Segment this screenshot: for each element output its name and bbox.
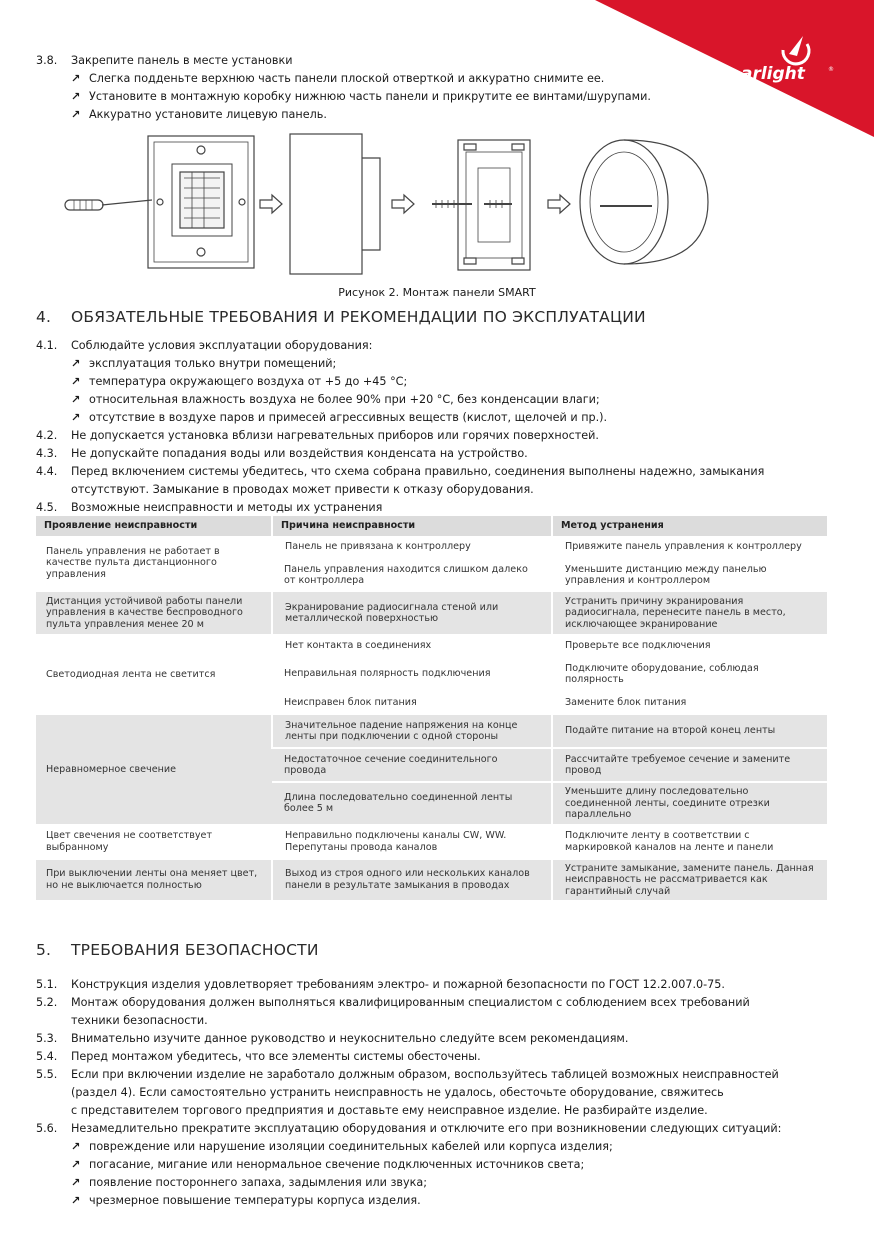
item-text: Соблюдайте условия эксплуатации оборудования: [71, 339, 373, 352]
logo-text: arlight [741, 64, 805, 84]
bullet-item: ↗ эксплуатация только внутри помещений; [71, 355, 336, 373]
fix-cell: Замените блок питания [552, 692, 827, 714]
item-text: Если при включении изделие не заработало должным образом, воспользуйтесь таблицей возможных неисправностей [71, 1068, 779, 1081]
column-header: Проявление неисправности [36, 516, 272, 536]
cause-cell: Нет контакта в соединениях [272, 635, 552, 656]
cause-cell: Длина последовательно соединенной ленты более 5 м [272, 782, 552, 825]
cause-cell: Недостаточное сечение соединительного провода [272, 748, 552, 782]
fix-cell: Рассчитайте требуемое сечение и замените провод [552, 748, 827, 782]
mounting-frame-icon [432, 140, 530, 270]
item-text-continued: отсутствуют. Замыкание в проводах может привести к отказу оборудования. [71, 483, 534, 496]
section-5-number: 5. [36, 941, 52, 959]
arrow-bullet-icon: ↗ [71, 90, 81, 103]
fix-cell: Подключите ленту в соответствии с маркировкой каналов на ленте и панели [552, 825, 827, 859]
section-3-8-number: 3.8. [36, 54, 58, 67]
bullet-item: ↗ Аккуратно установите лицевую панель. [71, 106, 327, 124]
arrow-bullet-icon: ↗ [71, 108, 81, 121]
mounting-box-icon [580, 140, 708, 264]
table-row [36, 591, 827, 635]
item-text: Перед монтажом убедитесь, что все элементы системы обесточены. [71, 1050, 481, 1063]
fix-cell: Привяжите панель управления к контроллеру [552, 536, 827, 559]
symptom-cell: Панель управления не работает в качестве пульта дистанционного управления [36, 536, 272, 591]
fix-cell: Проверьте все подключения [552, 635, 827, 656]
item-number: 5.6. [36, 1122, 58, 1135]
arrow-bullet-icon: ↗ [71, 393, 81, 406]
item-text: Конструкция изделия удовлетворяет требованиям электро- и пожарной безопасности по ГОСТ 12.2.007.0-75. [71, 978, 725, 991]
item-text: Не допускается установка вблизи нагревательных приборов или горячих поверхностей. [71, 429, 599, 442]
cause-cell: Панель управления находится слишком далеко от контроллера [272, 559, 552, 591]
arrow-right-icon [260, 195, 282, 213]
item-number: 5.5. [36, 1068, 58, 1081]
fix-cell: Устранить причину экранирования радиосигнала, перенесите панель в место, исключающее экранирование [552, 591, 827, 635]
troubleshooting-table [36, 516, 827, 902]
item-text: Возможные неисправности и методы их устранения [71, 501, 383, 514]
arrow-bullet-icon: ↗ [71, 1176, 81, 1189]
item-number: 5.3. [36, 1032, 58, 1045]
item-number: 4.4. [36, 465, 58, 478]
section-3-8-title: Закрепите панель в месте установки [71, 54, 293, 67]
item-number: 4.2. [36, 429, 58, 442]
fix-cell: Подключите оборудование, соблюдая полярность [552, 656, 827, 692]
fix-cell: Устраните замыкание, замените панель. Данная неисправность не рассматривается как гарантийный случай [552, 859, 827, 902]
fix-cell: Уменьшите дистанцию между панелью управления и контроллером [552, 559, 827, 591]
cause-cell: Неправильная полярность подключения [272, 656, 552, 692]
bullet-item: ↗ чрезмерное повышение температуры корпуса изделия. [71, 1192, 421, 1210]
bullet-item: ↗ появление постороннего запаха, задымления или звука; [71, 1174, 427, 1192]
arrow-bullet-icon: ↗ [71, 375, 81, 388]
item-text-continued: (раздел 4). Если самостоятельно устранить неисправность не удалось, обесточьте оборудование, свяжитесь [71, 1086, 724, 1099]
item-number: 4.5. [36, 501, 58, 514]
item-number: 5.4. [36, 1050, 58, 1063]
symptom-cell: Неравномерное свечение [36, 714, 272, 825]
installation-illustration [60, 130, 740, 280]
arrow-bullet-icon: ↗ [71, 1194, 81, 1207]
bullet-item: ↗ Установите в монтажную коробку нижнюю часть панели и прикрутите ее винтами/шурупами. [71, 88, 651, 106]
section-5-title: ТРЕБОВАНИЯ БЕЗОПАСНОСТИ [71, 941, 319, 959]
logo-registered-mark: ® [828, 66, 834, 73]
column-header: Метод устранения [552, 516, 827, 536]
cause-cell: Значительное падение напряжения на конце ленты при подключении с одной стороны [272, 714, 552, 748]
arrow-right-icon [392, 195, 414, 213]
item-number: 5.2. [36, 996, 58, 1009]
fix-cell: Уменьшите длину последовательно соединенной ленты, соедините отрезки параллельно [552, 782, 827, 825]
cause-cell: Панель не привязана к контроллеру [272, 536, 552, 559]
bullet-item: ↗ повреждение или нарушение изоляции соединительных кабелей или корпуса изделия; [71, 1138, 613, 1156]
item-text: Внимательно изучите данное руководство и неукоснительно следуйте всем рекомендациям. [71, 1032, 629, 1045]
arrow-bullet-icon: ↗ [71, 357, 81, 370]
bullet-item: ↗ погасание, мигание или ненормальное свечение подключенных источников света; [71, 1156, 584, 1174]
arrow-bullet-icon: ↗ [71, 72, 81, 85]
item-text: Перед включением системы убедитесь, что схема собрана правильно, соединения выполнены надежно, замыкания [71, 465, 765, 478]
table-row [36, 825, 827, 859]
cause-cell: Неисправен блок питания [272, 692, 552, 714]
column-header: Причина неисправности [272, 516, 552, 536]
panel-base-with-screwdriver-icon [65, 136, 254, 268]
item-text-continued: техники безопасности. [71, 1014, 208, 1027]
item-text: Не допускайте попадания воды или воздействия конденсата на устройство. [71, 447, 528, 460]
arrow-bullet-icon: ↗ [71, 411, 81, 424]
face-plate-icon [290, 134, 380, 274]
item-text-continued: с представителем торгового предприятия и доставьте ему неисправное изделие. Не разбирайте изделие. [71, 1104, 708, 1117]
bullet-item: ↗ температура окружающего воздуха от +5 до +45 °C; [71, 373, 407, 391]
symptom-cell: Дистанция устойчивой работы панели управления в качестве беспроводного пульта управления менее 20 м [36, 591, 272, 635]
section-4-title: ОБЯЗАТЕЛЬНЫЕ ТРЕБОВАНИЯ И РЕКОМЕНДАЦИИ ПО ЭКСПЛУАТАЦИИ [71, 308, 646, 326]
table-row [36, 859, 827, 902]
cause-cell: Выход из строя одного или нескольких каналов панели в результате замыкания в проводах [272, 859, 552, 902]
bullet-item: ↗ Слегка подденьте верхнюю часть панели плоской отверткой и аккуратно снимите ее. [71, 70, 604, 88]
section-4-number: 4. [36, 308, 52, 326]
item-number: 4.1. [36, 339, 58, 352]
table-row [36, 635, 827, 656]
arrow-right-icon [548, 195, 570, 213]
arrow-bullet-icon: ↗ [71, 1140, 81, 1153]
table-row [36, 714, 827, 748]
symptom-cell: Цвет свечения не соответствует выбранному [36, 825, 272, 859]
item-text: Незамедлительно прекратите эксплуатацию оборудования и отключите его при возникновении следующих ситуаций: [71, 1122, 782, 1135]
item-number: 4.3. [36, 447, 58, 460]
fix-cell: Подайте питание на второй конец ленты [552, 714, 827, 748]
bullet-item: ↗ отсутствие в воздухе паров и примесей агрессивных веществ (кислот, щелочей и пр.). [71, 409, 607, 427]
cause-cell: Неправильно подключены каналы CW, WW. Перепутаны провода каналов [272, 825, 552, 859]
symptom-cell: Светодиодная лента не светится [36, 635, 272, 714]
table-row [36, 536, 827, 559]
bullet-item: ↗ относительная влажность воздуха не более 90% при +20 °C, без конденсации влаги; [71, 391, 600, 409]
cause-cell: Экранирование радиосигнала стеной или металлической поверхностью [272, 591, 552, 635]
symptom-cell: При выключении ленты она меняет цвет, но не выключается полностью [36, 859, 272, 902]
figure-caption: Рисунок 2. Монтаж панели SMART [338, 286, 536, 299]
item-text: Монтаж оборудования должен выполняться квалифицированным специалистом с соблюдением всех требований [71, 996, 750, 1009]
brand-logo [595, 0, 874, 137]
table-header-row [36, 516, 827, 536]
arrow-bullet-icon: ↗ [71, 1158, 81, 1171]
item-number: 5.1. [36, 978, 58, 991]
